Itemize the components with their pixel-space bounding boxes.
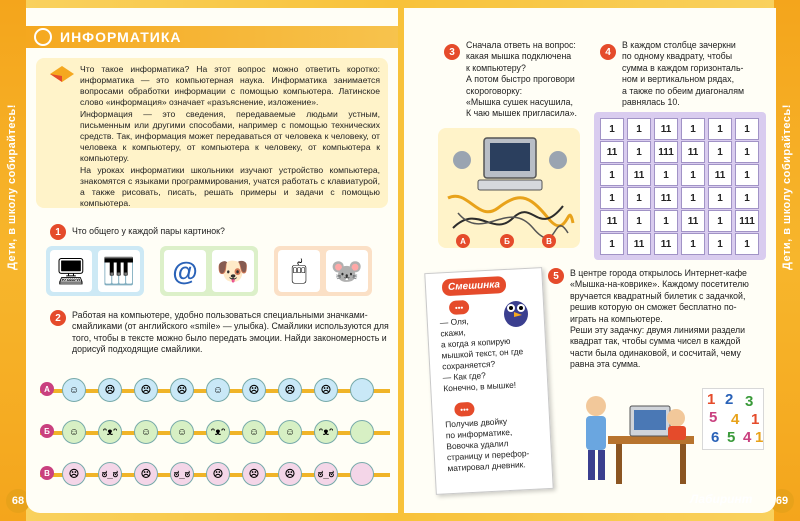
- task3-line: А потом быстро проговори: [466, 74, 575, 85]
- smiley-face: ☹: [170, 378, 194, 402]
- grid-cell[interactable]: 1: [681, 164, 705, 186]
- dots-icon: •••: [454, 402, 475, 417]
- page-title: ИНФОРМАТИКА: [60, 29, 182, 45]
- intro-paragraph-3: На уроках информатики школьники изучают устройство компьютера, знакомятся с языками программирования, учатся работать с клавиатурой, а также рисовать, писать, решать примеры и задачи с помощью компьютера.: [80, 165, 380, 208]
- grid-cell[interactable]: 111: [735, 210, 759, 232]
- ticket-number: 3: [745, 393, 754, 410]
- smiley-face: ☹: [134, 378, 158, 402]
- dog-picture: 🐶: [212, 250, 254, 292]
- task-number-badge: 1: [50, 224, 66, 240]
- smiley-blank[interactable]: [350, 378, 374, 402]
- task5-text: [570, 268, 770, 371]
- grid-cell[interactable]: 1: [654, 164, 678, 186]
- ticket-number: 4: [743, 429, 752, 446]
- smiley-face: ᵔᴥᵔ: [98, 420, 122, 444]
- task4-line: по одному квадрату, чтобы: [622, 51, 733, 62]
- page-number-left: 68: [6, 489, 30, 513]
- smiley-face: ☺: [206, 378, 230, 402]
- task3-line: к компьютеру?: [466, 62, 526, 73]
- ticket-square: [702, 388, 764, 450]
- joke-text-1: — Оля, скажи, а когда я копирую мышкой текст, он где сохраняется? — Как где? Конечно, в мышке!: [439, 315, 524, 394]
- grid-cell[interactable]: 1: [627, 210, 651, 232]
- piano-picture: 🎹: [98, 250, 140, 292]
- ticket-number: 4: [731, 411, 740, 428]
- task3-line: Сначала ответь на вопрос:: [466, 40, 576, 50]
- header-bar: [26, 26, 398, 48]
- mouse-animal-picture: 🐭: [326, 250, 368, 292]
- task3-text: [466, 40, 596, 120]
- grid-cell[interactable]: 1: [600, 187, 624, 209]
- intro-text: [80, 64, 380, 210]
- task-number-badge: 5: [548, 268, 564, 284]
- grid-cell[interactable]: 1: [627, 187, 651, 209]
- grid-cell[interactable]: 1: [654, 210, 678, 232]
- dots-icon: •••: [449, 300, 470, 315]
- grid-cell[interactable]: 1: [735, 187, 759, 209]
- grid-cell[interactable]: 11: [654, 118, 678, 140]
- grid-cell[interactable]: 1: [627, 118, 651, 140]
- grid-cell[interactable]: 1: [627, 141, 651, 163]
- smiley-face: ☹: [278, 378, 302, 402]
- task5-line: части была одинаковой, и сосчитай, чему: [570, 347, 741, 358]
- grid-cell[interactable]: 1: [600, 118, 624, 140]
- ticket-number: 5: [727, 429, 736, 446]
- smiley-face: ☺: [278, 420, 302, 444]
- page-number-right: 69: [770, 489, 794, 513]
- side-label-right: Дети, в школу собирайтесь!: [781, 104, 793, 270]
- grid-cell[interactable]: 1: [735, 233, 759, 255]
- task5-line: Реши эту задачку: двумя линиями раздели: [570, 325, 746, 336]
- maze-label: В: [542, 234, 556, 248]
- ticket-number: 1: [751, 411, 760, 428]
- side-strip-right: [774, 0, 800, 521]
- grid-cell[interactable]: 1: [708, 118, 732, 140]
- task4-text: [622, 40, 770, 108]
- smiley-face: ☹: [314, 378, 338, 402]
- joke-text-2: Получив двойку по информатике, Вовочка удалил страницу и перефор- матировал дневник.: [444, 416, 530, 474]
- task5-line: вручается квадратный билетик с задачкой,: [570, 290, 746, 301]
- task4-line: В каждом столбце зачеркни: [622, 40, 736, 50]
- task5-line: «Мышка-на-коврике». Каждому посетителю: [570, 279, 749, 290]
- smiley-face: ☺: [170, 420, 194, 444]
- smiley-face: ☹: [62, 462, 86, 486]
- task3-line: какая мышка подключена: [466, 51, 572, 62]
- smiley-face: ☹: [134, 462, 158, 486]
- grid-cell[interactable]: 1: [735, 164, 759, 186]
- grid-cell[interactable]: 11: [627, 164, 651, 186]
- task-number-badge: 4: [600, 44, 616, 60]
- ticket-number: 6: [711, 429, 720, 446]
- task-number-badge: 3: [444, 44, 460, 60]
- smiley-face: ᵔᴥᵔ: [314, 420, 338, 444]
- task3-line: «Мышка сушек насушила,: [466, 97, 574, 108]
- ticket-number: 2: [725, 391, 734, 408]
- grid-cell[interactable]: 11: [654, 187, 678, 209]
- maze-illustration: [438, 128, 580, 248]
- smiley-face: ☹: [242, 462, 266, 486]
- grid-cell[interactable]: 1: [600, 164, 624, 186]
- book-logo-icon: [48, 64, 76, 84]
- grid-cell[interactable]: 11: [627, 233, 651, 255]
- task4-line: сумма в каждом горизонталь-: [622, 62, 744, 73]
- task5-line: В центре города открылось Интернет-кафе: [570, 268, 747, 278]
- task4-line: а также по обеим диагоналям: [622, 85, 745, 96]
- grid-cell[interactable]: 1: [735, 141, 759, 163]
- smiley-face: ☹: [206, 462, 230, 486]
- side-strip-left: [0, 0, 26, 521]
- smiley-face: ☹: [98, 378, 122, 402]
- grid-cell[interactable]: 1: [681, 118, 705, 140]
- smiley-face: ಠ_ಠ: [314, 462, 338, 486]
- picture-pair-1: [46, 246, 144, 296]
- task3-line: скороговорку:: [466, 85, 523, 96]
- task-number-badge: 2: [50, 310, 66, 326]
- grid-cell[interactable]: 11: [600, 210, 624, 232]
- smiley-face: ಠ_ಠ: [98, 462, 122, 486]
- at-sign-picture: @: [164, 250, 206, 292]
- grid-cell[interactable]: 1: [708, 233, 732, 255]
- task5-line: решив которую он сможет бесплатно по-: [570, 302, 737, 313]
- number-grid: [594, 112, 766, 260]
- task2-text: Работая на компьютере, удобно пользоваться специальными значками-смайликами (от английского «smile» — улыбка). Смайлики используются для того, чтобы в тексте можно было передать эмоции. Найди закономерность и дорисуй подходящие смайлики.: [72, 310, 389, 355]
- row-letter: А: [40, 382, 54, 396]
- smiley-face: ☺: [62, 378, 86, 402]
- smiley-row-c: [40, 460, 390, 488]
- picture-pair-3: [274, 246, 372, 296]
- row-letter: Б: [40, 424, 54, 438]
- side-label-left: Дети, в школу собирайтесь!: [6, 104, 18, 270]
- grid-cell[interactable]: 1: [708, 210, 732, 232]
- maze-label: Б: [500, 234, 514, 248]
- grid-cell[interactable]: 11: [681, 141, 705, 163]
- maze-label: А: [456, 234, 470, 248]
- smiley-face: ☹: [278, 462, 302, 486]
- task5-line: играть на компьютере.: [570, 313, 663, 324]
- grid-cell[interactable]: 11: [708, 164, 732, 186]
- smiley-blank[interactable]: [350, 462, 374, 486]
- intro-paragraph-1: Что такое информатика? На этот вопрос можно ответить коротко: информатика — это компьютерная наука. Информатика занимается вопросами обработки информации с помощью компьютера. Латинское слово «информация» означает «разъяснение, изложение».: [80, 64, 380, 107]
- watermark: Лабиринт: [690, 492, 753, 506]
- cafe-illustration: [568, 384, 698, 488]
- smiley-row-b: [40, 418, 390, 446]
- computer-mouse-picture: 🖱: [278, 250, 320, 292]
- picture-pair-2: [160, 246, 258, 296]
- task5-line: квадрат так, чтобы сумма чисел в каждой: [570, 336, 741, 347]
- grid-cell[interactable]: 1: [735, 118, 759, 140]
- bird-icon: [496, 290, 536, 330]
- left-page: [26, 8, 398, 513]
- ticket-number: 1: [755, 429, 764, 446]
- grid-cell[interactable]: 11: [654, 233, 678, 255]
- smiley-blank[interactable]: [350, 420, 374, 444]
- task1-question: Что общего у каждой пары картинок?: [72, 226, 225, 236]
- computer-picture: 🖥: [50, 250, 92, 292]
- smiley-row-a: [40, 376, 390, 404]
- grid-cell[interactable]: 1: [708, 141, 732, 163]
- task3-line: К чаю мышек пригласила».: [466, 108, 577, 119]
- ticket-number: 1: [707, 391, 716, 408]
- grid-cell[interactable]: 11: [600, 141, 624, 163]
- smiley-face: ಠ_ಠ: [170, 462, 194, 486]
- smiley-face: ☺: [242, 420, 266, 444]
- grid-cell[interactable]: 1: [681, 233, 705, 255]
- task4-line: ном и вертикальном рядах,: [622, 74, 735, 85]
- arrow-icon: [34, 28, 52, 46]
- intro-box: [36, 58, 388, 208]
- smiley-face: ☺: [134, 420, 158, 444]
- grid-cell[interactable]: 1: [681, 187, 705, 209]
- grid-cell[interactable]: 11: [681, 210, 705, 232]
- smiley-face: ☺: [62, 420, 86, 444]
- smiley-face: ☹: [242, 378, 266, 402]
- joke-card-title: Смешинка: [442, 276, 507, 296]
- intro-paragraph-2: Информация — это сведения, передаваемые людьми устным, письменным или другими способами, например с помощью технических средств. Так, информация может передаваться от человека к человеку, от человека к компьютеру, от компьютера к человеку, от компьютера к компьютеру.: [80, 109, 380, 163]
- task4-line: равнялась 10.: [622, 97, 680, 108]
- ticket-number: 5: [709, 409, 718, 426]
- grid-cell[interactable]: 1: [708, 187, 732, 209]
- row-letter: В: [40, 466, 54, 480]
- task5-line: равна эта сумма.: [570, 359, 641, 370]
- smiley-face: ᵔᴥᵔ: [206, 420, 230, 444]
- grid-cell[interactable]: 1: [600, 233, 624, 255]
- grid-cell[interactable]: 111: [654, 141, 678, 163]
